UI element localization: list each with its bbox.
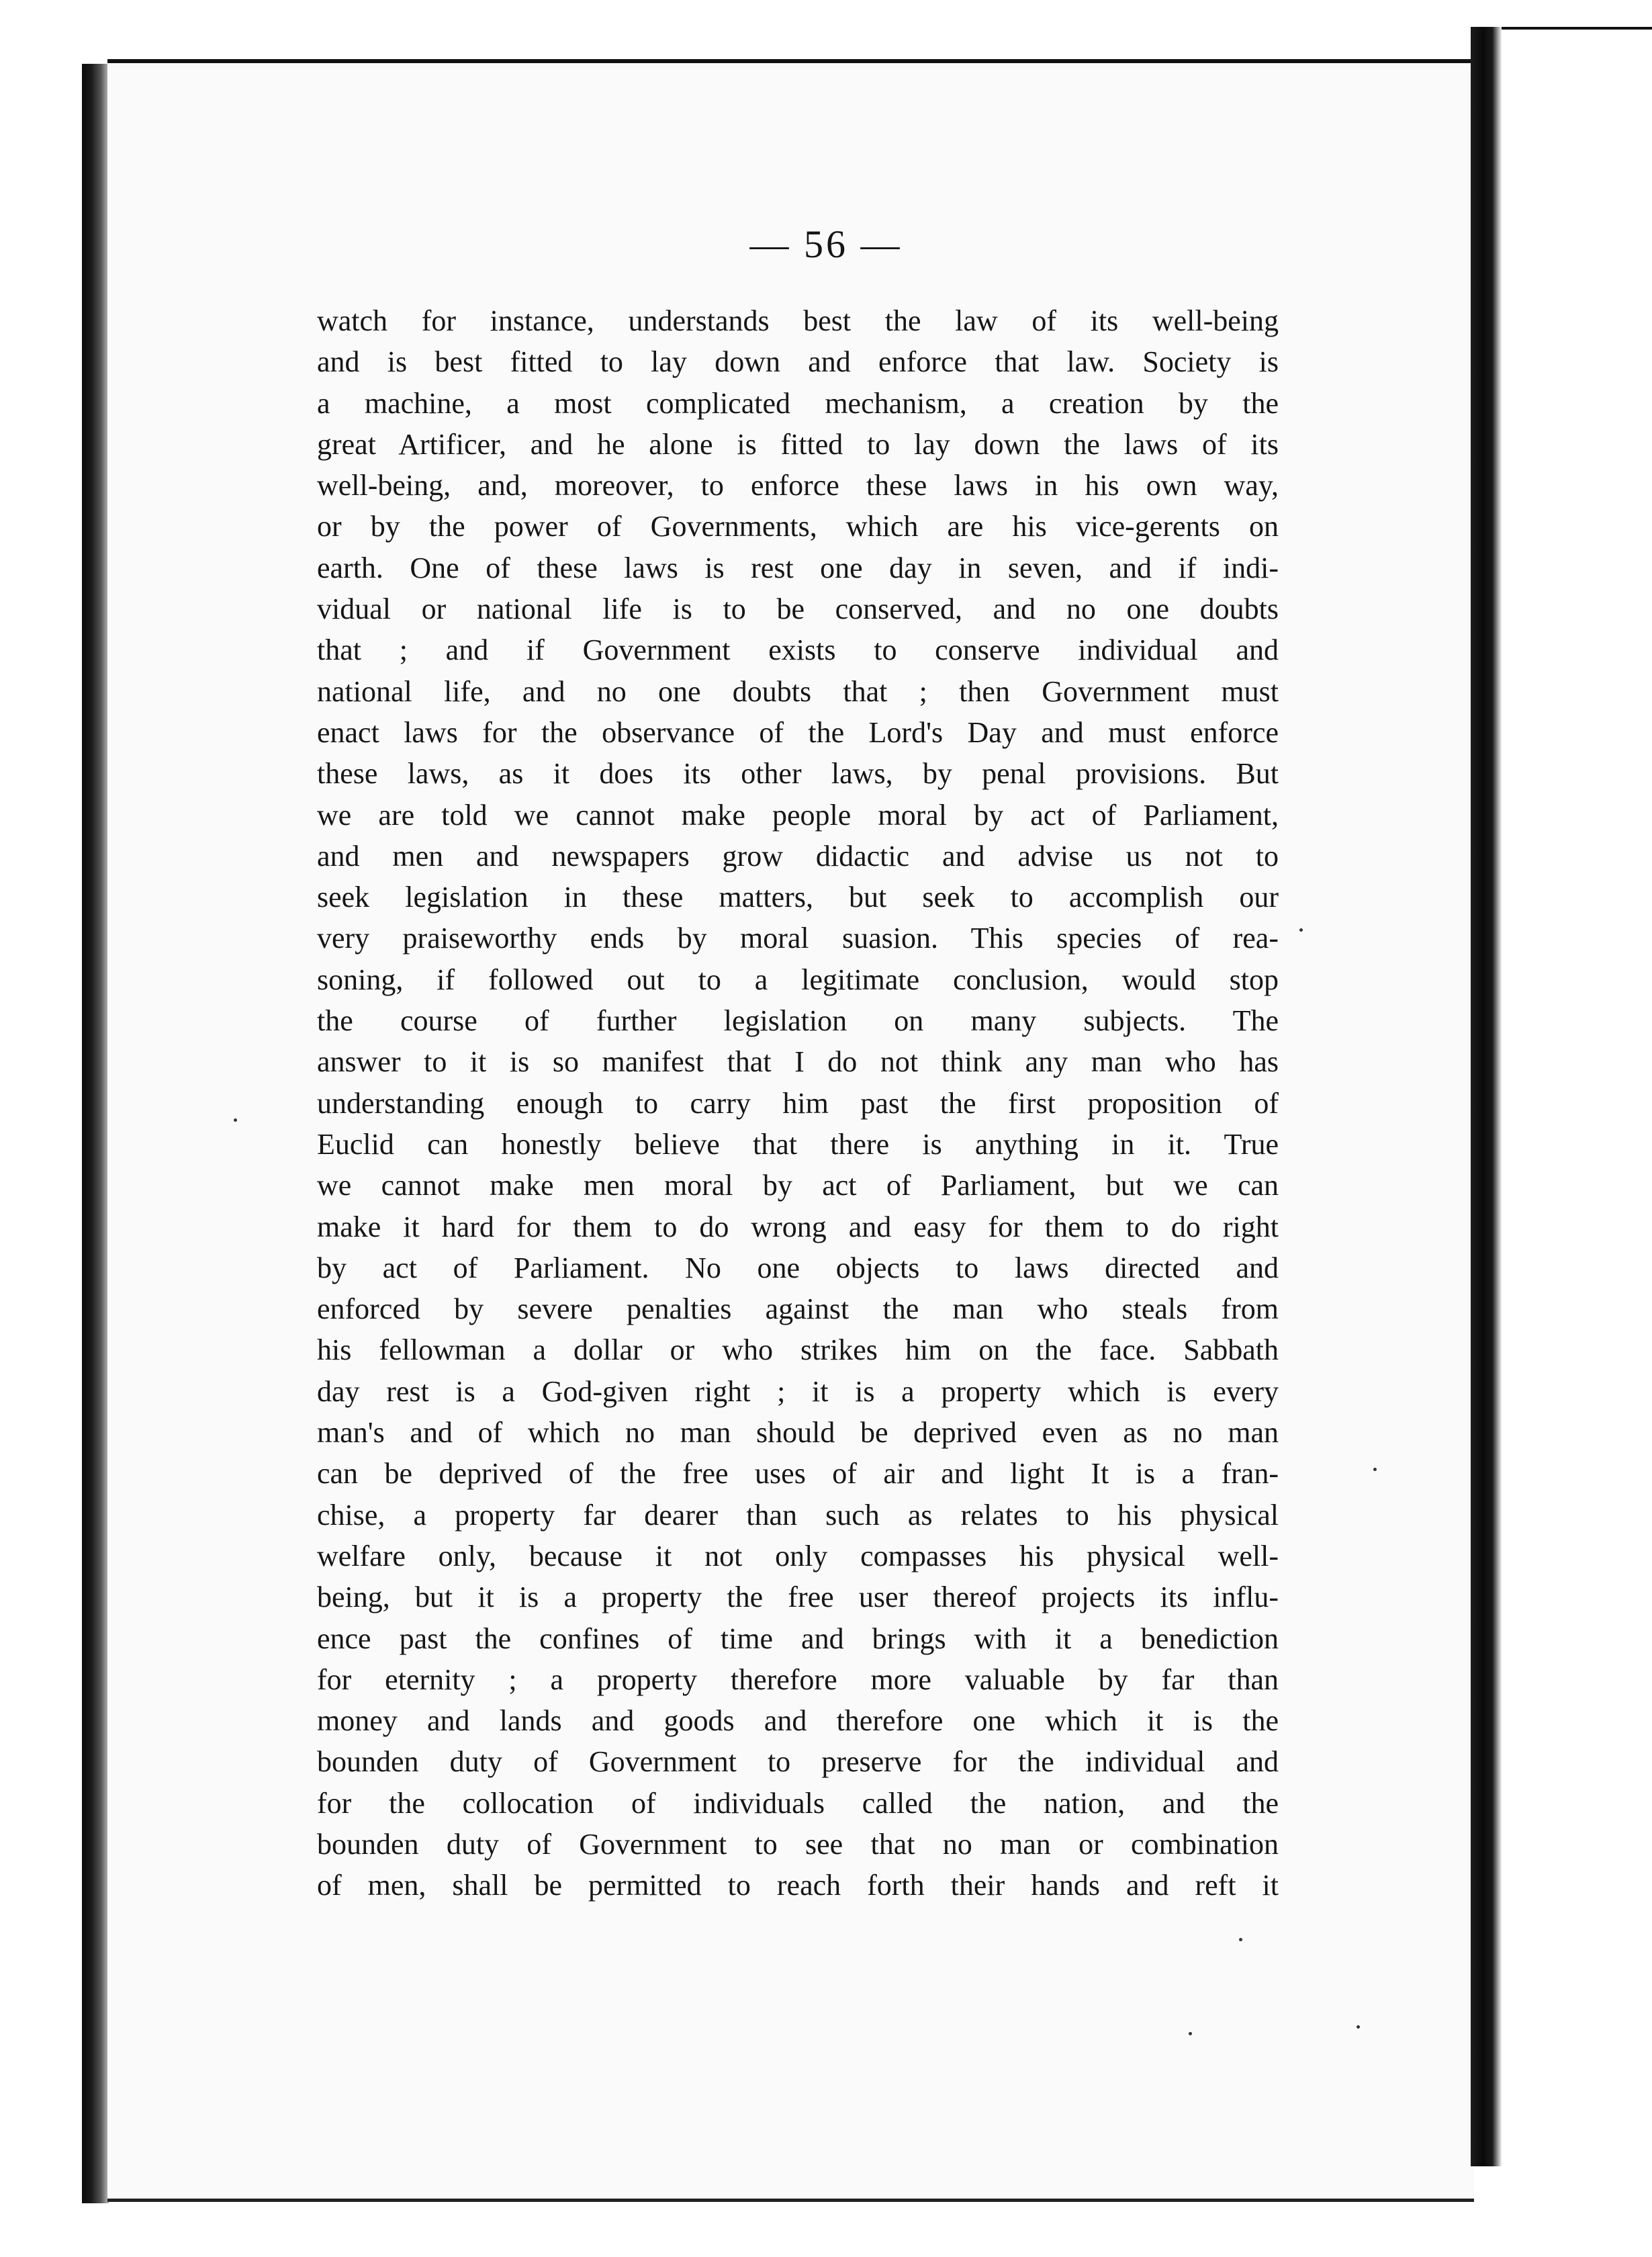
text-line: these laws, as it does its other laws, by penal provisions. But [317,757,1279,791]
text-line: for the collocation of individuals called the nation, and the [317,1786,1279,1820]
text-line: that ; and if Government exists to conserve individual and [317,633,1279,667]
text-line: make it hard for them to do wrong and easy for them to do right [317,1210,1279,1243]
text-line: we are told we cannot make people moral by act of Parliament, [317,798,1279,832]
text-line: very praiseworthy ends by moral suasion. This species of rea- [317,922,1279,955]
text-line: enforced by severe penalties against the man who steals from [317,1292,1279,1326]
text-line: and is best fitted to lay down and enforce that law. Society is [317,345,1279,379]
text-line: day rest is a God-given right ; it is a property which is every [317,1374,1279,1408]
text-line: enact laws for the observance of the Lord's Day and must enforce [317,715,1279,749]
text-line: being, but it is a property the free user thereof projects its influ- [317,1581,1279,1614]
text-line: vidual or national life is to be conserved, and no one doubts [317,592,1279,626]
print-speck [1239,1938,1242,1941]
page-number: — 56 — [749,222,903,266]
text-line: money and lands and goods and therefore one which it is the [317,1704,1279,1738]
text-line: man's and of which no man should be deprived even as no man [317,1416,1279,1450]
binding-shadow-left [82,64,109,2203]
print-speck [1299,928,1303,932]
text-line: soning, if followed out to a legitimate conclusion, would stop [317,963,1279,996]
text-line: welfare only, because it not only compasses his physical well- [317,1539,1279,1573]
text-line: earth. One of these laws is rest one day in seven, and if indi- [317,551,1279,584]
text-line: for eternity ; a property therefore more valuable by far than [317,1663,1279,1696]
text-line: a machine, a most complicated mechanism, a creation by the [317,386,1279,420]
text-line: his fellowman a dollar or who strikes him on the face. Sabbath [317,1333,1279,1367]
text-line: we cannot make men moral by act of Parliament, but we can [317,1169,1279,1202]
print-speck [234,1118,237,1122]
text-line: chise, a property far dearer than such as relates to his physical [317,1498,1279,1532]
facing-page-edge [1502,27,1652,2169]
text-line: national life, and no one doubts that ; then Government must [317,674,1279,708]
binding-gutter-right [1471,27,1502,2166]
text-line: by act of Parliament. No one objects to laws directed and [317,1251,1279,1284]
text-line: understanding enough to carry him past the first proposition of [317,1086,1279,1120]
text-line: great Artificer, and he alone is fitted to lay down the laws of its [317,427,1279,461]
text-line: Euclid can honestly believe that there is anything in it. True [317,1127,1279,1161]
text-line: bounden duty of Government to preserve for the individual and [317,1745,1279,1779]
text-line: or by the power of Governments, which are his vice-gerents on [317,510,1279,543]
body-text [317,300,1279,1906]
text-line: the course of further legislation on many subjects. The [317,1004,1279,1038]
text-line: can be deprived of the free uses of air and light It is a fran- [317,1457,1279,1491]
print-speck [1189,2032,1192,2035]
print-speck [1373,1468,1377,1471]
text-line: bounden duty of Government to see that no man or combination [317,1827,1279,1861]
text-line: well-being, and, moreover, to enforce these laws in his own way, [317,469,1279,502]
print-speck [1357,2025,1360,2029]
text-line: seek legislation in these matters, but seek to accomplish our [317,881,1279,914]
text-line: ence past the confines of time and brings with it a benediction [317,1622,1279,1655]
text-line: and men and newspapers grow didactic and advise us not to [317,839,1279,873]
text-line: of men, shall be permitted to reach forth their hands and reft it [317,1869,1279,1902]
text-line: watch for instance, understands best the law of its well-being [317,304,1279,337]
text-line: answer to it is so manifest that I do not think any man who has [317,1045,1279,1079]
